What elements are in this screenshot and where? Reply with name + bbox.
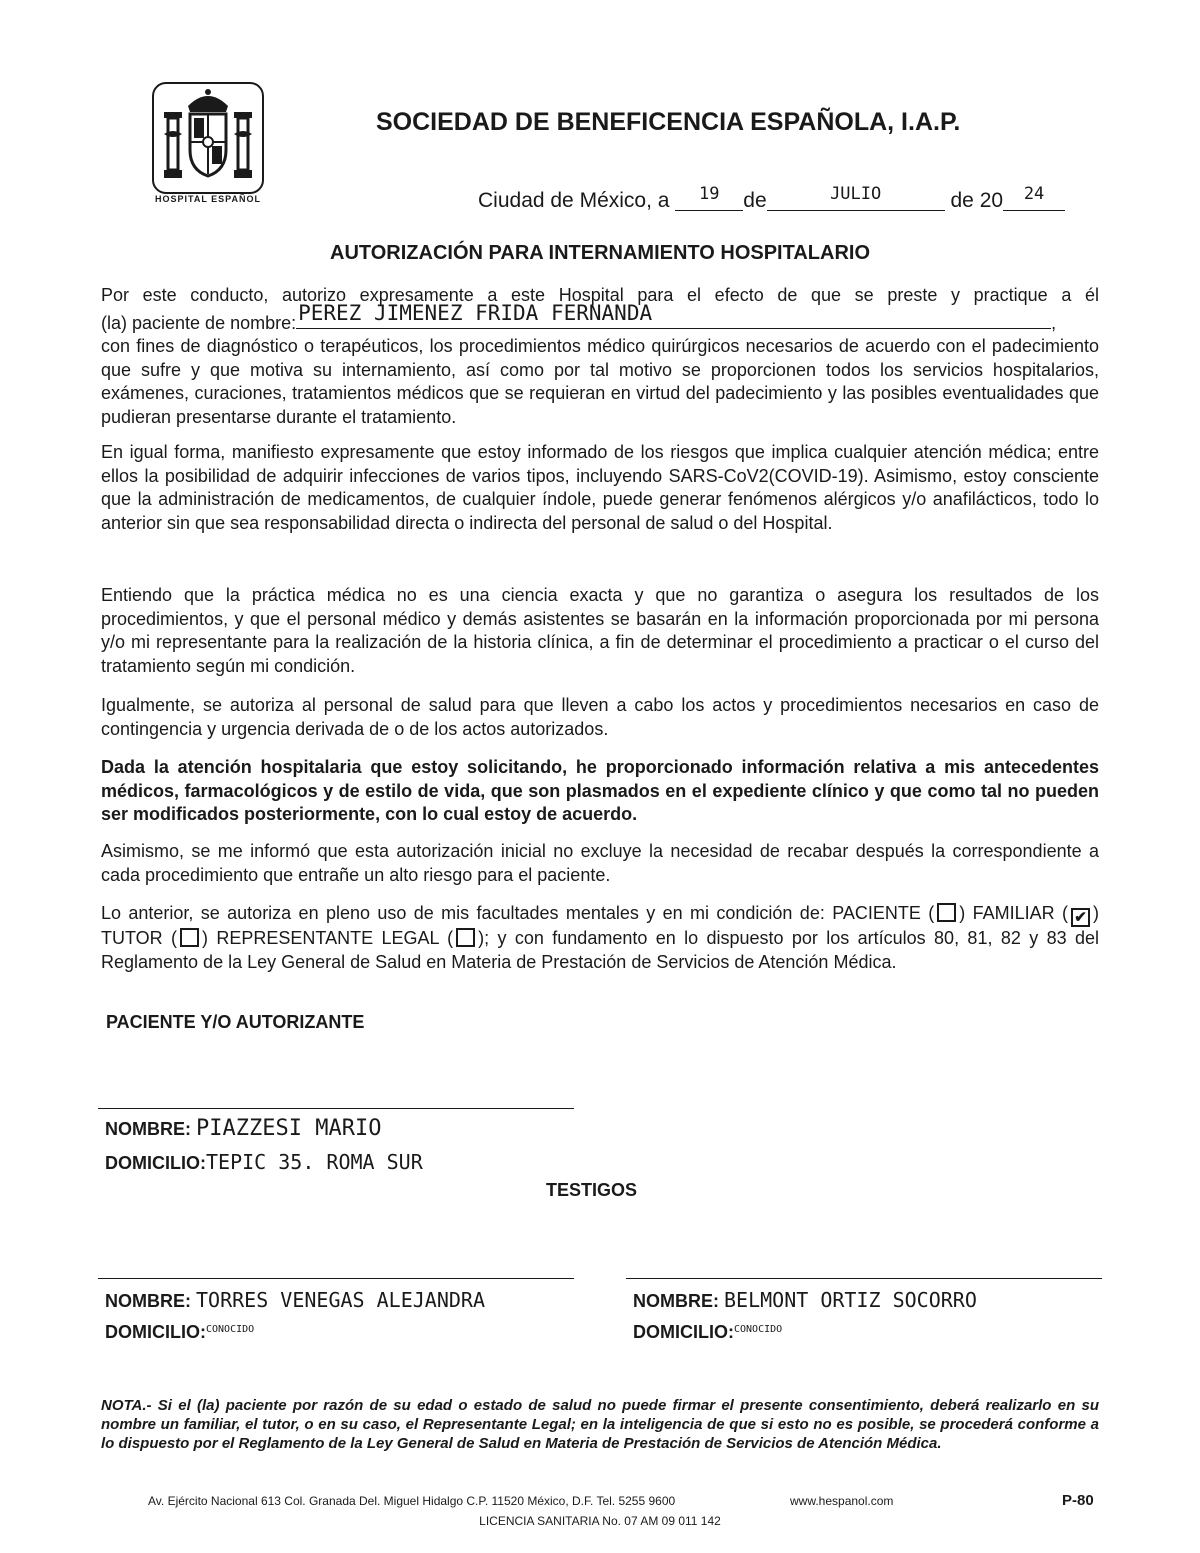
paragraph-1-line-1: Por este conducto, autorizo expresamente a este Hospital para el efecto de que se preste y practique a él	[101, 285, 1099, 305]
tutor-checkbox[interactable]	[180, 928, 199, 947]
patient-name-line	[101, 300, 1099, 336]
paciente-checkbox[interactable]	[937, 903, 956, 922]
paragraph-7-text-2: )	[959, 903, 966, 923]
patient-name-field	[296, 300, 1051, 329]
paragraph-7-text-5: ) REPRESENTANTE LEGAL (	[202, 928, 454, 948]
familiar-checkbox[interactable]: ✔	[1071, 908, 1090, 927]
paragraph-7-text-3: FAMILIAR (	[972, 903, 1068, 923]
paragraph-5: Dada la atención hospitalaria que estoy solicitando, he proporcionado información relativa a mis antecedentes médicos, farmacológicos y de estilo de vida, que son plasmados en el expediente clínico y que como tal no pueden ser modificados posteriormente, con lo cual estoy de acuerdo.	[101, 757, 1099, 824]
coat-of-arms-icon	[154, 84, 262, 192]
patient-name-label: (la) paciente de nombre:	[101, 312, 297, 333]
organization-name: SOCIEDAD DE BENEFICENCIA ESPAÑOLA, I.A.P.	[376, 108, 961, 136]
date-de-1: de	[743, 189, 767, 212]
witness-2-name-row	[633, 1288, 977, 1312]
authorizer-address-row	[105, 1150, 423, 1174]
paragraph-1	[101, 284, 1099, 429]
paragraph-4: Igualmente, se autoriza al personal de salud para que lleven a cabo los actos y procedimientos necesarios en caso de contingencia y urgencia derivada de o de los actos autorizados.	[101, 695, 1099, 739]
patient-name-value: PEREZ JIMENEZ FRIDA FERNANDA	[298, 300, 653, 325]
authorizer-address-label: DOMICILIO:	[105, 1153, 206, 1173]
witness-1-name-row	[105, 1288, 485, 1312]
witness-1-address-label: DOMICILIO:	[105, 1322, 206, 1342]
authorizer-name-label: NOMBRE:	[105, 1119, 191, 1139]
representante-legal-checkbox[interactable]	[456, 928, 475, 947]
authorizer-signature-line	[98, 1108, 574, 1109]
paragraph-7-text-4: ) TUTOR (	[101, 903, 1099, 948]
authorizer-name-value: PIAZZESI MARIO	[196, 1116, 382, 1141]
witness-1-address-row	[105, 1322, 254, 1343]
witnesses-heading: TESTIGOS	[546, 1180, 638, 1200]
witness-2-signature-line	[626, 1278, 1102, 1279]
document-title: AUTORIZACIÓN PARA INTERNAMIENTO HOSPITALARIO	[330, 242, 870, 264]
patient-name-comma: ,	[1051, 312, 1057, 333]
date-de-2: de 20	[950, 189, 1004, 212]
footer-website: www.hespanol.com	[790, 1494, 894, 1508]
paragraph-7	[101, 902, 1099, 974]
day-field	[675, 184, 743, 211]
paragraph-7-text-6: ); y con fundamento en lo dispuesto por los artículos 80, 81, 82 y 83 del Reglamento de la Ley General de Salud en Materia de Prestación de Servicios de Atención Médica.	[101, 928, 1099, 972]
witness-1-name-label: NOMBRE:	[105, 1291, 191, 1311]
date-line	[478, 184, 1065, 213]
month-field	[767, 184, 945, 211]
witness-2-name-value: BELMONT ORTIZ SOCORRO	[724, 1288, 977, 1312]
paragraph-3: Entiendo que la práctica médica no es una ciencia exacta y que no garantiza o asegura los resultados de los procedimientos, y que el personal médico y demás asistentes se basarán en la información proporcionada por mi persona y/o mi representante para la realización de la historia clínica, a fin de determinar el procedimiento a practicar o el curso del tratamiento según mi condición.	[101, 585, 1099, 676]
legal-note: NOTA.- Si el (la) paciente por razón de su edad o estado de salud no puede firmar el presente consentimiento, deberá realizarlo en su nombre un familiar, el tutor, o en su caso, el Representante Legal; en la inteligencia de que si esto no es posible, se procederá conforme a lo dispuesto por el Reglamento de la Ley General de Salud en Materia de Prestación de Servicios de Atención Médica.	[101, 1397, 1099, 1452]
hospital-logo	[152, 82, 264, 194]
year-field	[1003, 184, 1065, 211]
paragraph-2: En igual forma, manifiesto expresamente que estoy informado de los riesgos que implica cualquier atención médica; entre ellos la posibilidad de adquirir infecciones de varios tipos, incluyendo SARS-CoV2(COVID-19). Asimismo, estoy consciente que la administración de medicamentos, de cualquier índole, puede generar fenómenos alérgicos y/o anafilácticos, todo lo anterior sin que sea responsabilidad directa o indirecta del personal de salud o del Hospital.	[101, 442, 1099, 533]
authorizer-heading: PACIENTE Y/O AUTORIZANTE	[106, 1012, 365, 1032]
witness-2-address-value: CONOCIDO	[734, 1324, 783, 1335]
witness-2-address-label: DOMICILIO:	[633, 1322, 734, 1342]
date-prefix: Ciudad de México, a	[478, 189, 670, 212]
paragraph-1-rest: con fines de diagnóstico o terapéuticos, los procedimientos médico quirúrgicos necesarios de acuerdo con el padecimiento que sufre y que motiva su internamiento, así como por tal motivo se proporcionen todos los servicios hospitalarios, exámenes, curaciones, tratamientos médicos que se requieran en virtud del padecimiento y las posibles eventualidades que pudieran presentarse durante el tratamiento.	[101, 336, 1099, 427]
footer-address: Av. Ejército Nacional 613 Col. Granada Del. Miguel Hidalgo C.P. 11520 México, D.F. Tel. 5255 9600	[148, 1494, 676, 1508]
day-value: 19	[699, 184, 720, 204]
page-code: P-80	[1062, 1492, 1094, 1509]
witness-2-address-row	[633, 1322, 782, 1343]
paragraph-6: Asimismo, se me informó que esta autorización inicial no excluye la necesidad de recabar después la correspondiente a cada procedimiento que entrañe un alto riesgo para el paciente.	[101, 841, 1099, 885]
month-value: JULIO	[830, 184, 882, 204]
paragraph-7-text-1: Lo anterior, se autoriza en pleno uso de mis facultades mentales y en mi condición de: PACIENTE (	[101, 903, 935, 923]
authorizer-address-value: TEPIC 35. ROMA SUR	[206, 1150, 423, 1174]
year-value: 24	[1023, 184, 1045, 204]
logo-caption: HOSPITAL ESPAÑOL	[154, 194, 261, 204]
footer-license: LICENCIA SANITARIA No. 07 AM 09 011 142	[479, 1514, 721, 1528]
witness-1-address-value: CONOCIDO	[206, 1324, 255, 1335]
witness-2-name-label: NOMBRE:	[633, 1291, 719, 1311]
witness-1-signature-line	[98, 1278, 574, 1279]
witness-1-name-value: TORRES VENEGAS ALEJANDRA	[196, 1288, 485, 1312]
authorizer-name-row	[105, 1116, 381, 1141]
